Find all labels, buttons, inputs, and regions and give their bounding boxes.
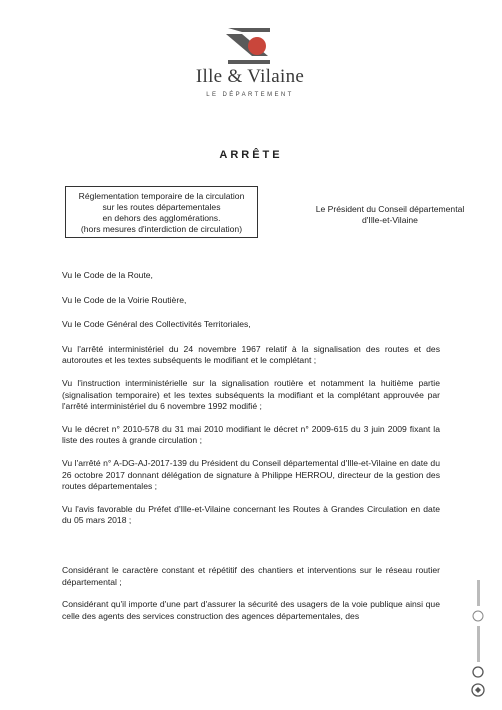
paragraph: Vu l'avis favorable du Préfet d'Ille-et-Vilaine concernant les Routes à Grandes Circulation en date du 05 mars 2018 ; bbox=[62, 503, 440, 526]
paragraph: Considérant le caractère constant et répétitif des chantiers et interventions sur le réseau routier départemental ; bbox=[62, 564, 440, 587]
president-block bbox=[300, 204, 480, 226]
department-logo-icon bbox=[190, 22, 310, 102]
paragraph: Vu le décret n° 2010-578 du 31 mai 2010 modifiant le décret n° 2009-615 du 3 juin 2009 fixant la liste des routes à grande circulation ; bbox=[62, 423, 440, 446]
paragraph: Vu l'arrêté n° A-DG-AJ-2017-139 du Président du Conseil départemental d'Ille-et-Vilaine en date du 26 octobre 2017 donnant délégation de signature à Philippe HERROU, directeur de la gestion des routes départementales ; bbox=[62, 457, 440, 492]
paragraph: Considérant qu'il importe d'une part d'assurer la sécurité des usagers de la voie publique ainsi que celle des agents des services construction des agences départementales, des bbox=[62, 599, 440, 621]
subject-line: (hors mesures d'interdiction de circulation) bbox=[80, 224, 243, 234]
subject-box bbox=[65, 186, 258, 238]
paragraph: Vu le Code de la Route, bbox=[62, 270, 153, 280]
subject-line: sur les routes départementales bbox=[102, 202, 221, 212]
paragraph: Vu l'arrêté interministériel du 24 novembre 1967 relatif à la signalisation des routes et des autoroutes et les textes subséquents le modifiant et le complétant ; bbox=[62, 343, 440, 366]
paragraph: Vu l'instruction interministérielle sur la signalisation routière et notamment la huitième partie (signalisation temporaire) et les textes subséquents la modifiant et la complétant approuvée par l'arrêté interministériel du 6 novembre 1992 modifié ; bbox=[62, 377, 440, 412]
logo-subtitle: LE DÉPARTEMENT bbox=[206, 92, 294, 98]
president-line: d'Ille-et-Vilaine bbox=[362, 215, 418, 225]
document-body bbox=[62, 270, 440, 622]
logo-name: Ille & Vilaine bbox=[195, 66, 305, 87]
president-line: Le Président du Conseil départemental bbox=[315, 204, 465, 214]
side-seal-icon bbox=[468, 580, 490, 700]
document-title: ARRÊTE bbox=[219, 149, 283, 161]
paragraph: Vu le Code de la Voirie Routière, bbox=[62, 294, 187, 305]
subject-line: en dehors des agglomérations. bbox=[102, 213, 221, 223]
subject-line: Réglementation temporaire de la circulation bbox=[78, 191, 245, 201]
paragraph: Vu le Code Général des Collectivités Territoriales, bbox=[62, 319, 251, 330]
